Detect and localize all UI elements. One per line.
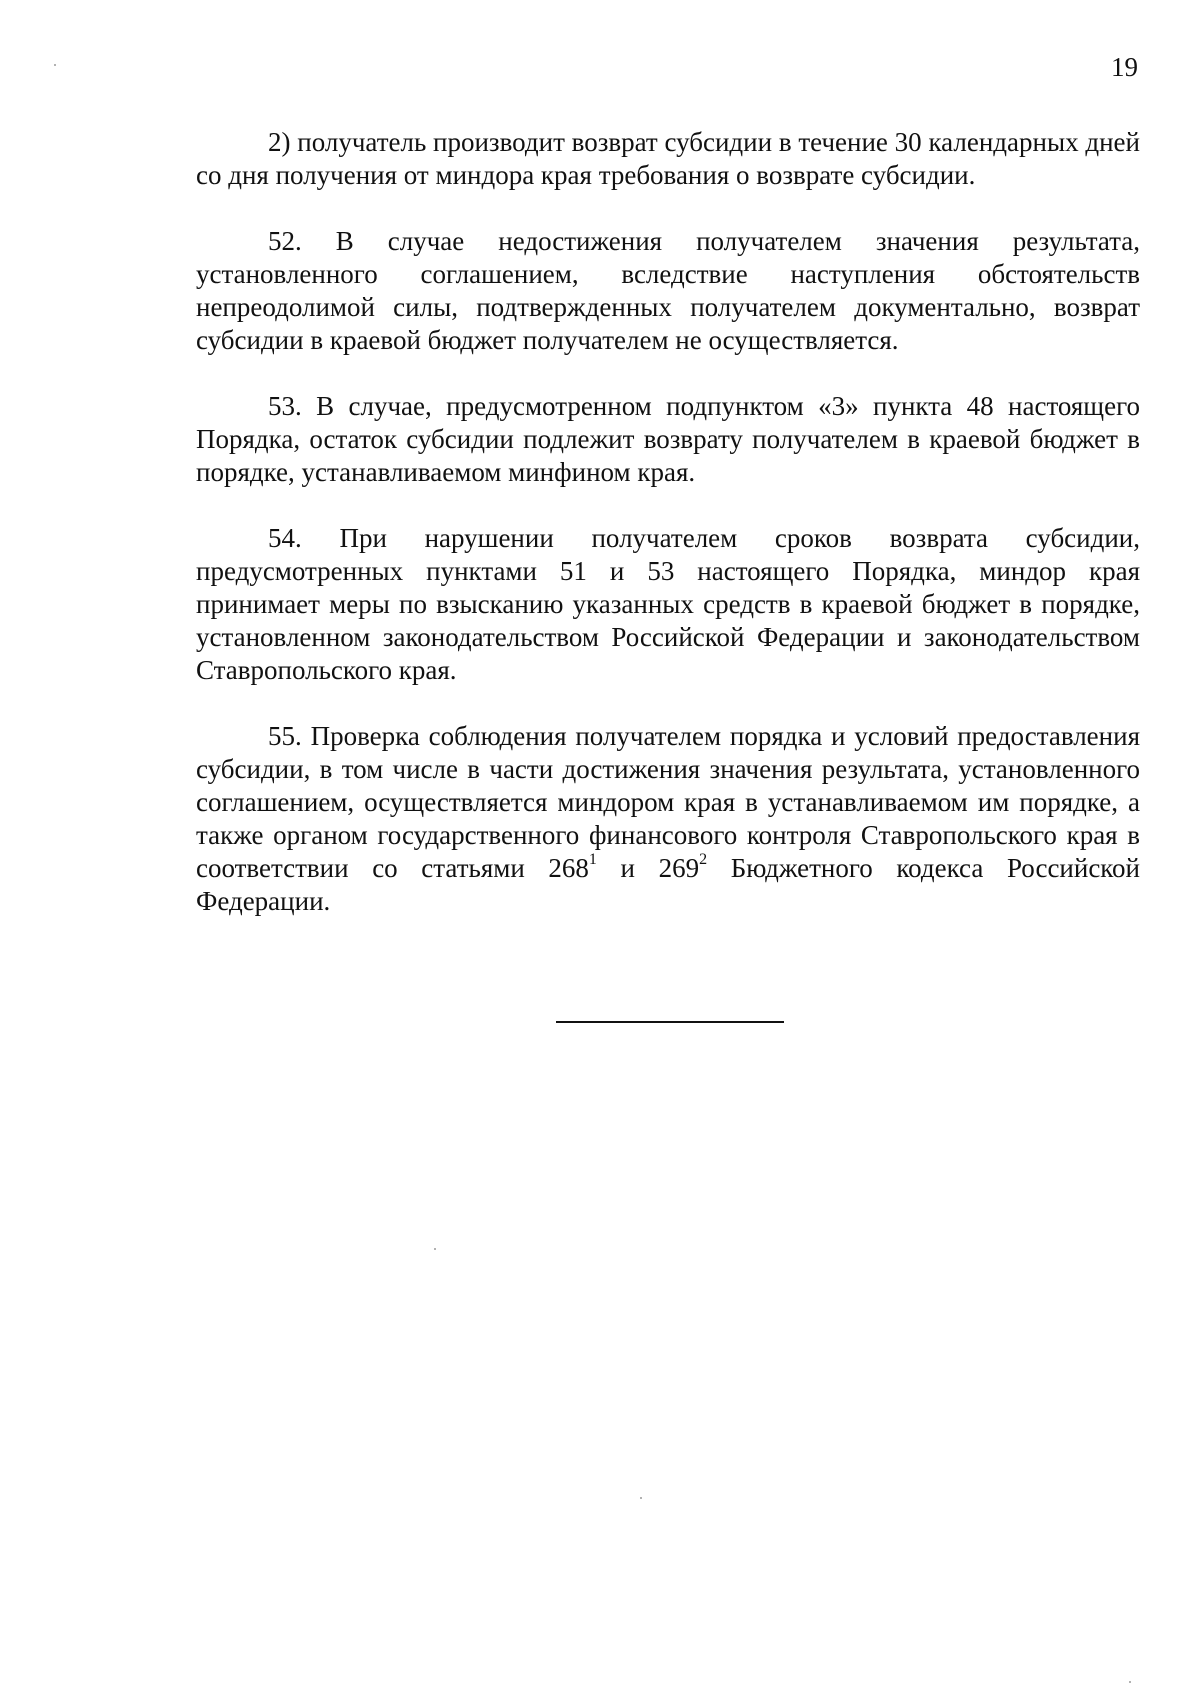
scan-speck xyxy=(640,1497,642,1499)
scan-speck xyxy=(434,1248,436,1250)
scan-speck xyxy=(54,64,56,66)
document-body xyxy=(196,126,1140,918)
end-of-text-rule xyxy=(556,1021,784,1023)
paragraph-53: 53. В случае, предусмотренном подпунктом «3» пункта 48 настоящего Порядка, остаток субсидии подлежит возврату получателем в краевой бюджет в порядке, устанавливаемом минфином края. xyxy=(196,391,1140,487)
paragraph-51-item-2: 2) получатель производит возврат субсидии в течение 30 календарных дней со дня получения от миндора края требования о возврате субсидии. xyxy=(196,127,1140,190)
paragraph-55-text-end: Бюджетного кодекса Российской Федерации. xyxy=(196,853,1141,916)
paragraph-55-text-middle: и 269 xyxy=(596,853,700,883)
superscript-2: 2 xyxy=(699,851,708,868)
paragraph-55-text: 55. Проверка соблюдения получателем порядка и условий предоставления субсидии, в том числе в части достижения значения результата, установленного соглашением, осуществляется миндором края в устанавливаемом им порядке, а также органом государственного финансового контроля Ставропольского края в соответствии со статьями 268 xyxy=(196,721,1140,883)
page-number: 19 xyxy=(1111,52,1138,82)
scan-speck xyxy=(1129,1681,1131,1683)
paragraph-52: 52. В случае недостижения получателем значения результата, установленного соглашением, вследствие наступления обстоятельств непреодолимой силы, подтвержденных получателем документально, возврат субсидии в краевой бюджет получателем не осуществляется. xyxy=(196,226,1140,355)
paragraph-55 xyxy=(196,720,1140,918)
paragraph-54: 54. При нарушении получателем сроков возврата субсидии, предусмотренных пунктами 51 и 53 настоящего Порядка, миндор края принимает меры по взысканию указанных средств в краевой бюджет в порядке, установленном законодательством Российской Федерации и законодательством Ставропольского края. xyxy=(196,523,1140,685)
superscript-1: 1 xyxy=(588,851,597,868)
